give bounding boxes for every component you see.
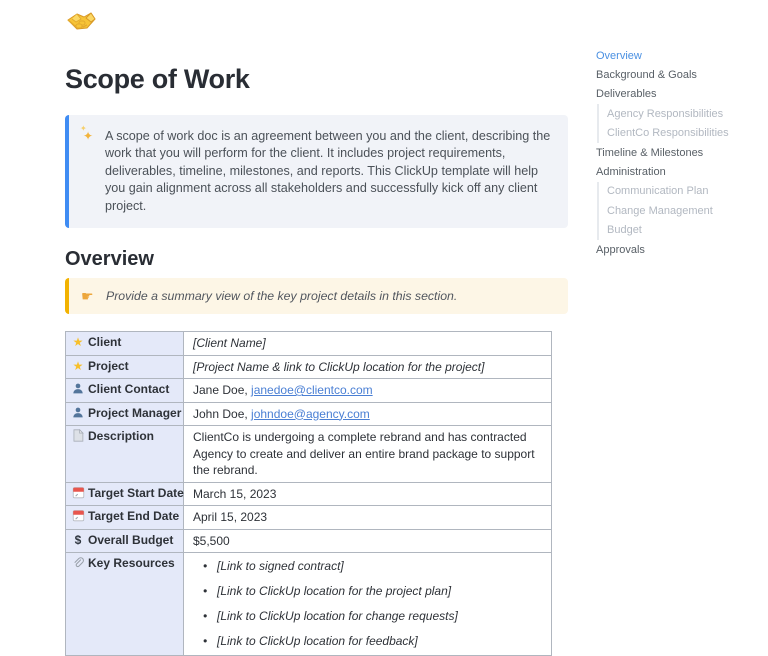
star-icon: ★ [72, 335, 84, 350]
row-label-text: Project Manager [88, 405, 182, 420]
table-row [66, 355, 552, 379]
row-value[interactable] [184, 332, 552, 356]
table-row [66, 553, 552, 656]
person-icon [71, 406, 85, 420]
row-label-text: Key Resources [88, 556, 175, 571]
row-label-text: Project [88, 358, 129, 373]
outline-item-approvals[interactable]: Approvals [596, 243, 645, 256]
outline-item-communication-plan[interactable]: Communication Plan [597, 182, 764, 201]
document-outline [596, 46, 764, 259]
key-resources-list [203, 558, 542, 650]
table-row [66, 332, 552, 356]
handshake-icon[interactable] [65, 8, 97, 38]
row-label-text: Description [88, 429, 155, 444]
intro-callout [65, 115, 568, 228]
outline-item-deliverables[interactable]: Deliverables [596, 88, 657, 101]
resource-link-placeholder[interactable]: • [Link to ClickUp location for feedback] [203, 633, 542, 650]
row-label-project-manager[interactable] [66, 402, 184, 426]
outline-item-timeline-milestones[interactable]: Timeline & Milestones [596, 146, 704, 159]
overview-callout [65, 278, 568, 314]
outline-item-agency-responsibilities[interactable]: Agency Responsibilities [597, 104, 764, 123]
page-icon [71, 429, 85, 443]
row-value[interactable] [184, 506, 552, 530]
row-value[interactable] [184, 355, 552, 379]
row-label-overall-budget[interactable] [66, 529, 184, 553]
row-label-text: Target End Date [88, 509, 180, 524]
page-title: Scope of Work [65, 64, 250, 94]
person-icon [71, 382, 85, 396]
resource-link-placeholder[interactable]: • [Link to ClickUp location for change requests] [203, 608, 542, 625]
row-label-description[interactable] [66, 426, 184, 483]
text-value: April 15, 2023 [193, 510, 268, 525]
text-value: ClientCo is undergoing a complete rebrand and has contracted Agency to create and deliver an entire brand package to support the rebrand. [193, 430, 535, 478]
outline-item-clientco-responsibilities[interactable]: ClientCo Responsibilities [597, 124, 764, 143]
contact-name: John Doe, [193, 406, 252, 421]
placeholder-value: [Client Name] [193, 336, 266, 351]
row-value[interactable] [184, 529, 552, 553]
outline-item-overview[interactable]: Overview [596, 49, 642, 62]
row-label-project[interactable] [66, 355, 184, 379]
calendar-icon [71, 509, 85, 523]
overview-heading: Overview [65, 248, 154, 271]
row-value[interactable] [184, 379, 552, 403]
row-label-target-end-date[interactable] [66, 506, 184, 530]
email-link[interactable]: janedoe@clientco.com [251, 383, 373, 398]
intro-callout-text: A scope of work doc is an agreement between you and the client, describing the work that you will perform for the client. It includes project requirements, deliverables, timeline, milestones, and reports. This ClickUp template will help you gain alignment across all stakeholders and successfully kick off any client project. [105, 129, 551, 213]
outline-item-administration[interactable]: Administration [596, 166, 666, 179]
overview-callout-text: Provide a summary view of the key project details in this section. [106, 289, 458, 304]
row-label-key-resources[interactable] [66, 553, 184, 656]
row-label-client-contact[interactable] [66, 379, 184, 403]
row-value[interactable] [184, 402, 552, 426]
row-label-text: Client [88, 335, 122, 350]
outline-item-budget[interactable]: Budget [597, 221, 764, 240]
outline-item-background-goals[interactable]: Background & Goals [596, 69, 697, 82]
project-details-table [65, 331, 552, 656]
table-row [66, 402, 552, 426]
resource-link-placeholder[interactable]: • [Link to ClickUp location for the project plan] [203, 583, 542, 600]
table-row [66, 426, 552, 483]
row-label-target-start-date[interactable] [66, 482, 184, 506]
row-label-text: Client Contact [88, 382, 170, 397]
dollar-icon: $ [74, 532, 82, 547]
text-value: March 15, 2023 [193, 486, 277, 501]
placeholder-value: [Project Name & link to ClickUp location for the project] [193, 359, 485, 374]
table-row [66, 506, 552, 530]
document-body [65, 0, 568, 656]
row-label-text: Target Start Date [88, 485, 184, 500]
row-value[interactable] [184, 426, 552, 483]
table-row [66, 379, 552, 403]
pointing-right-icon: ☛ [81, 288, 94, 305]
sparkles-icon: ✦ ✦ [80, 124, 94, 143]
row-label-text: Overall Budget [88, 532, 174, 547]
row-value[interactable] [184, 482, 552, 506]
outline-item-change-management[interactable]: Change Management [597, 201, 764, 220]
paperclip-icon [71, 556, 85, 570]
text-value: $5,500 [193, 533, 230, 548]
calendar-icon [71, 486, 85, 500]
row-value[interactable] [184, 553, 552, 656]
table-row [66, 529, 552, 553]
star-icon: ★ [72, 358, 84, 373]
table-row [66, 482, 552, 506]
resource-link-placeholder[interactable]: • [Link to signed contract] [203, 558, 542, 575]
email-link[interactable]: johndoe@agency.com [251, 406, 370, 421]
row-label-client[interactable] [66, 332, 184, 356]
contact-name: Jane Doe, [193, 383, 252, 398]
